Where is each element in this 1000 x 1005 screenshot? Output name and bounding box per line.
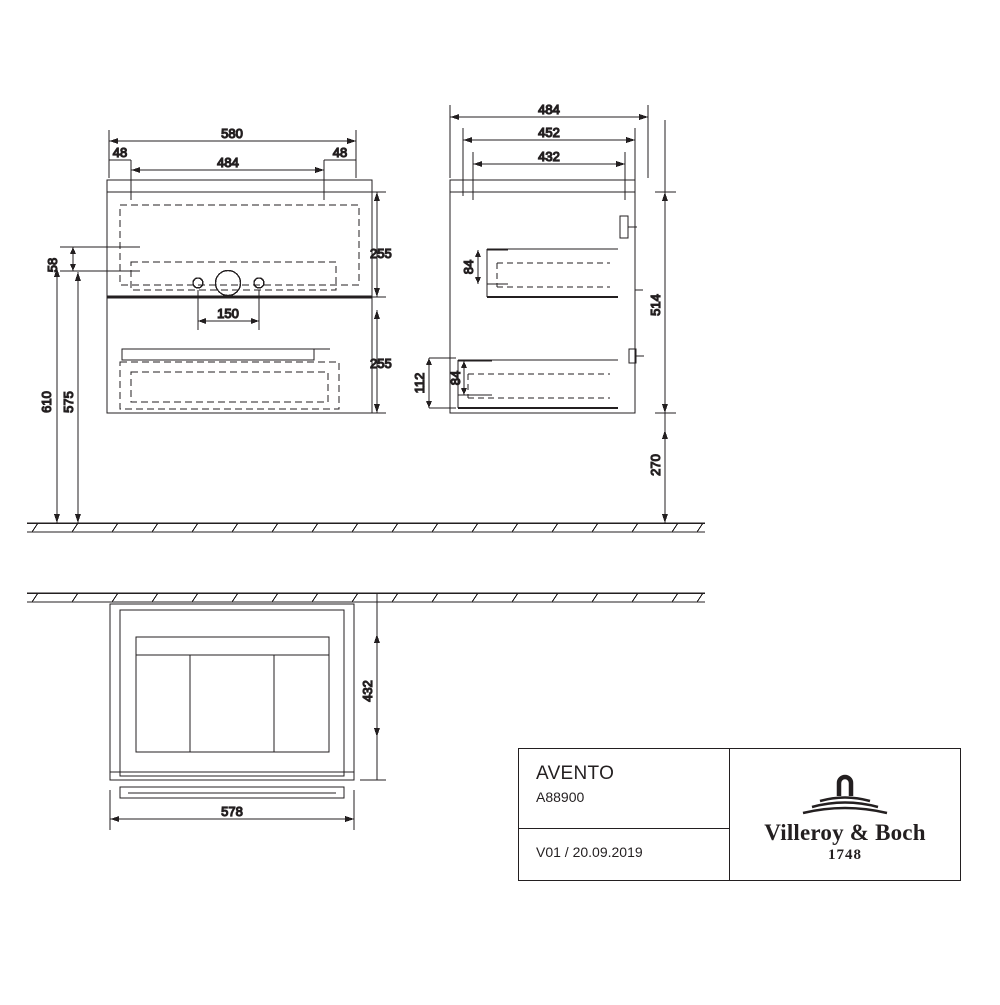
top-dimension-lines <box>110 593 386 830</box>
fountain-logo-icon <box>770 766 920 818</box>
dim-580: 580 <box>221 126 243 141</box>
dim-484-side: 484 <box>538 102 560 117</box>
model-name: AVENTO <box>536 763 615 784</box>
side-elevation-view <box>450 180 644 413</box>
dim-255-upper: 255 <box>370 246 392 261</box>
model-code: A88900 <box>536 789 585 805</box>
brand-lockup <box>730 749 960 880</box>
front-dimension-lines <box>27 130 705 523</box>
dimension-labels <box>39 102 663 819</box>
title-block-revision <box>519 829 730 880</box>
dim-432-side: 432 <box>538 149 560 164</box>
dim-514: 514 <box>648 294 663 316</box>
title-block-info <box>519 749 730 880</box>
dim-48-left: 48 <box>112 145 128 160</box>
floor-hatch-upper <box>27 523 705 532</box>
front-elevation-view <box>107 180 372 413</box>
dim-48-right: 48 <box>332 145 348 160</box>
title-block <box>518 748 961 881</box>
dim-255-lower: 255 <box>370 356 392 371</box>
dim-84-upper: 84 <box>461 259 476 275</box>
brand-name: Villeroy & Boch <box>764 819 926 845</box>
dim-58: 58 <box>45 257 60 273</box>
dim-484-front: 484 <box>217 155 239 170</box>
revision-date: V01 / 20.09.2019 <box>536 844 643 860</box>
dim-84-lower: 84 <box>448 370 463 386</box>
dim-575: 575 <box>61 391 76 413</box>
dim-112: 112 <box>412 372 427 394</box>
brand-year: 1748 <box>828 846 862 863</box>
dim-610: 610 <box>39 391 54 413</box>
dim-432-top: 432 <box>360 680 375 702</box>
side-dimension-lines <box>426 105 676 523</box>
dim-452: 452 <box>538 125 560 140</box>
dim-578: 578 <box>221 804 243 819</box>
title-block-brand <box>730 749 960 880</box>
title-block-model <box>519 749 730 829</box>
dim-150: 150 <box>217 306 239 321</box>
dim-270: 270 <box>648 454 663 476</box>
